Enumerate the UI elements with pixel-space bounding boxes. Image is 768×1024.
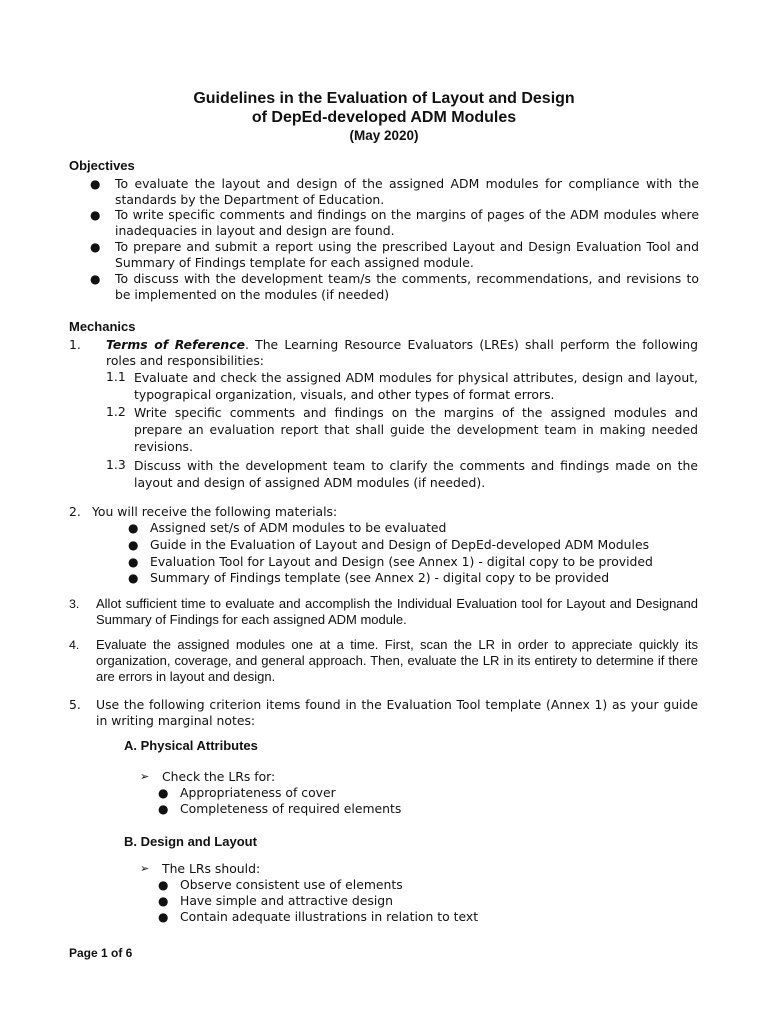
item-4-text-content: Evaluate the assigned modules one at a time. First, scan the LR in order to appreciate quickly its organization, coverage, and general approach. Then, evaluate the LR in its entirety to determine if there are errors in layout and design. xyxy=(96,637,698,685)
document-date: (May 2020) xyxy=(349,128,419,143)
objective-item: To write specific comments and findings on the margins of pages of the ADM modules where inadequacies in layout and design are found. xyxy=(115,207,699,239)
objective-item: To discuss with the development team/s the comments, recommendations, and revisions to be implemented on the modules (if needed) xyxy=(115,271,699,303)
section-a-item: Completeness of required elements xyxy=(180,801,402,816)
section-a-heading: A. Physical Attributes xyxy=(124,738,258,753)
bullet-icon: ● xyxy=(90,177,101,191)
section-b-item: Observe consistent use of elements xyxy=(180,877,403,892)
objective-item: To evaluate the layout and design of the assigned ADM modules for compliance with the standards by the Department of Education. xyxy=(115,176,699,208)
materials-intro: You will receive the following materials: xyxy=(92,504,338,519)
objectives-heading: Objectives xyxy=(69,158,135,173)
section-a-item: Appropriateness of cover xyxy=(180,785,336,800)
bullet-icon: ● xyxy=(158,878,169,892)
terms-of-reference xyxy=(106,337,698,369)
bullet-icon: ● xyxy=(158,894,169,908)
terms-of-reference-label: Terms of Reference xyxy=(106,337,245,352)
subitem-number: 1.3 xyxy=(106,457,126,472)
arrow-bullet-icon: ➢ xyxy=(140,770,150,783)
bullet-icon: ● xyxy=(90,240,101,254)
item-5-text: Use the following criterion items found in the Evaluation Tool template (Annex 1) as your guide in writing marginal notes: xyxy=(96,697,698,729)
item-4-text xyxy=(96,637,698,686)
item-number: 3. xyxy=(69,597,80,611)
page-number: Page 1 of 6 xyxy=(69,946,133,960)
item-number: 4. xyxy=(69,638,80,652)
bullet-icon: ● xyxy=(158,910,169,924)
bullet-icon: ● xyxy=(128,571,139,585)
terms-of-reference-text: . The Learning Resource Evaluators (LREs) shall perform the following roles and responsibilities: xyxy=(106,337,699,369)
bullet-icon: ● xyxy=(158,786,169,800)
section-b-item: Contain adequate illustrations in relation to text xyxy=(180,909,479,924)
subitem-number: 1.2 xyxy=(106,404,126,419)
mechanics-heading: Mechanics xyxy=(69,319,136,334)
subitem-number: 1.1 xyxy=(106,369,126,384)
subitem-text: Write specific comments and findings on the margins of the assigned modules and prepare an evaluation report that shall guide the development team in making needed revisions. xyxy=(134,405,698,454)
bullet-icon: ● xyxy=(128,538,139,552)
bullet-icon: ● xyxy=(90,272,101,286)
bullet-icon: ● xyxy=(128,521,139,535)
section-b-item: Have simple and attractive design xyxy=(180,893,394,908)
section-b-heading: B. Design and Layout xyxy=(124,834,257,849)
material-item: Assigned set/s of ADM modules to be evaluated xyxy=(150,520,447,535)
subitem-text: Discuss with the development team to clarify the comments and findings made on the layout and design of assigned ADM modules (if needed). xyxy=(134,458,698,490)
material-item: Summary of Findings template (see Annex 2) - digital copy to be provided xyxy=(150,570,610,585)
bullet-icon: ● xyxy=(158,802,169,816)
item-number: 5. xyxy=(69,697,81,712)
material-item: Evaluation Tool for Layout and Design (see Annex 1) - digital copy to be provided xyxy=(150,554,653,569)
section-a-lead: Check the LRs for: xyxy=(162,769,276,784)
subitem-text: Evaluate and check the assigned ADM modules for physical attributes, design and layout, typograpical organization, visuals, and other types of format errors. xyxy=(134,370,698,402)
bullet-icon: ● xyxy=(128,555,139,569)
material-item: Guide in the Evaluation of Layout and Design of DepEd-developed ADM Modules xyxy=(150,537,650,552)
item-number: 2. xyxy=(69,504,81,519)
section-b-lead: The LRs should: xyxy=(162,861,261,876)
objective-item: To prepare and submit a report using the prescribed Layout and Design Evaluation Tool and Summary of Findings template for each assigned module. xyxy=(115,239,699,271)
item-number: 1. xyxy=(69,337,81,352)
bullet-icon: ● xyxy=(90,208,101,222)
document-title-line2: of DepEd-developed ADM Modules xyxy=(251,109,517,126)
document-title-line1: Guidelines in the Evaluation of Layout and Design xyxy=(193,90,575,107)
item-3-text: Allot sufficient time to evaluate and accomplish the Individual Evaluation tool for Layout and Designand Summary of Findings for each assigned ADM module. xyxy=(96,596,698,628)
arrow-bullet-icon: ➢ xyxy=(140,862,150,875)
